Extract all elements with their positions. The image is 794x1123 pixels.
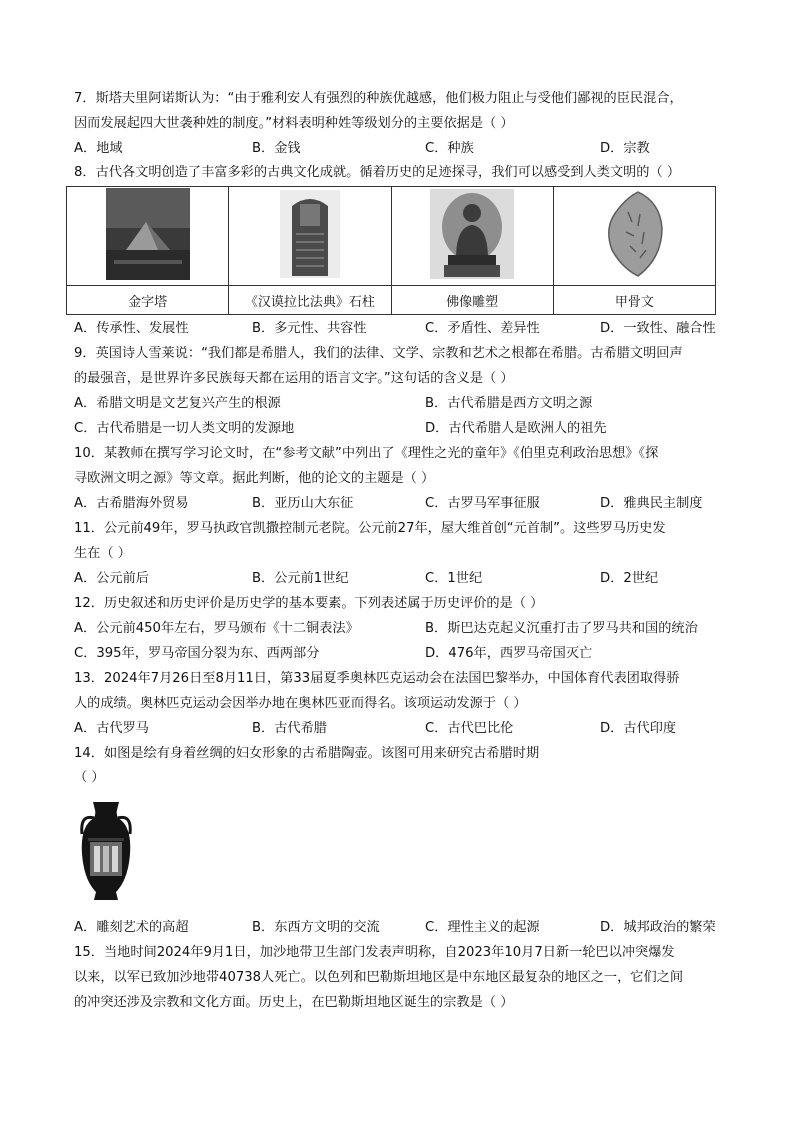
caption-hammurabi-stele: 《汉谟拉比法典》石柱	[229, 286, 391, 315]
q7-option-c: C．种族	[425, 141, 474, 156]
buddha-statue-photo-cell	[391, 187, 553, 286]
q9-option-a: A．希腊文明是文艺复兴产生的根源	[74, 396, 281, 411]
q7-stem-line2: 因而发展起四大世袭种姓的制度。”材料表明种姓等级划分的主要依据是（ ）	[74, 116, 514, 131]
q14-option-b: B．东西方文明的交流	[252, 920, 380, 935]
q9-option-b: B．古代希腊是西方文明之源	[425, 396, 593, 411]
q12-option-a: A．公元前450年左右，罗马颁布《十二铜表法》	[74, 621, 359, 636]
q10-stem-line2: 寻欧洲文明之源》等文章。据此判断，他的论文的主题是（ ）	[74, 471, 435, 486]
q15-stem-line1: 15．当地时间2024年9月1日，加沙地带卫生部门发表声明称，自2023年10月7日新一轮巴以冲突爆发	[74, 945, 675, 960]
q9-stem-line1: 9．英国诗人雪莱说：“我们都是希腊人，我们的法律、文学、宗教和艺术之根都在希腊。古希腊文明回声	[74, 346, 683, 361]
q8-option-b: B．多元性、共容性	[252, 321, 367, 336]
q10-option-c: C．古罗马军事征服	[425, 496, 540, 511]
q13-option-b: B．古代希腊	[252, 721, 327, 736]
oracle-bone-photo	[598, 188, 670, 280]
q12-stem-line1: 12．历史叙述和历史评价是历史学的基本要素。下列表述属于历史评价的是（ ）	[74, 596, 544, 611]
q7-option-b: B．金钱	[252, 141, 301, 156]
q11-option-b: B．公元前1世纪	[252, 571, 349, 586]
q9-options-row1	[74, 395, 734, 413]
q14-stem-line2: （ ）	[74, 770, 105, 785]
q13-stem-line2: 人的成绩。奥林匹克运动会因举办地在奥林匹亚而得名。该项运动发源于（ ）	[74, 696, 527, 711]
q11-option-d: D．2世纪	[600, 571, 659, 586]
q7-stem-line1: 7．斯塔夫里阿诺斯认为：“由于雅利安人有强烈的种族优越感，他们极力阻止与受他们鄙视的臣民混合，	[74, 91, 683, 106]
q10-stem-line1: 10．某教师在撰写学习论文时，在“参考文献”中列出了《理性之光的童年》《伯里克利政治思想》《探	[74, 446, 659, 461]
q9-option-c: C．古代希腊是一切人类文明的发源地	[74, 421, 295, 436]
q14-stem-line1: 14．如图是绘有身着丝绸的妇女形象的古希腊陶壶。该图可用来研究古希腊时期	[74, 746, 540, 761]
pyramid-photo	[106, 188, 190, 280]
q12-option-d: D．476年，西罗马帝国灭亡	[425, 646, 593, 661]
caption-buddha-statue: 佛像雕塑	[391, 286, 553, 315]
q9-stem-line2: 的最强音，是世界许多民族每天都在运用的语言文字。”这句话的含义是（ ）	[74, 371, 514, 386]
hammurabi-stele-photo-cell	[229, 187, 391, 286]
q13-options	[74, 720, 734, 738]
q14-options	[74, 919, 734, 937]
q12-option-b: B．斯巴达克起义沉重打击了罗马共和国的统治	[425, 621, 698, 636]
q15-stem-line3: 的冲突还涉及宗教和文化方面。历史上，在巴勒斯坦地区诞生的宗教是（ ）	[74, 995, 514, 1010]
q11-option-a: A．公元前后	[74, 571, 149, 586]
q11-option-c: C．1世纪	[425, 571, 483, 586]
q8-option-a: A．传承性、发展性	[74, 321, 189, 336]
q14-option-c: C．理性主义的起源	[425, 920, 540, 935]
q10-option-b: B．亚历山大东征	[252, 496, 354, 511]
q13-option-c: C．古代巴比伦	[425, 721, 514, 736]
q7-option-a: A．地域	[74, 141, 123, 156]
q7-option-d: D．宗教	[600, 141, 650, 156]
q12-options-row2	[74, 645, 734, 663]
greek-amphora-image	[76, 800, 136, 904]
hammurabi-stele-photo	[280, 190, 340, 278]
q14-option-a: A．雕刻艺术的高超	[74, 920, 189, 935]
caption-oracle-bone: 甲骨文	[553, 286, 715, 315]
q7-options	[74, 140, 734, 158]
q8-stem-line1: 8．古代各文明创造了丰富多彩的古典文化成就。循着历史的足迹探寻，我们可以感受到人类文明的（ ）	[74, 165, 681, 180]
q15-stem-line2: 以来，以军已致加沙地带40738人死亡。以色列和巴勒斯坦地区是中东地区最复杂的地区之一，它们之间	[74, 970, 684, 985]
buddha-statue-photo	[430, 189, 514, 279]
pyramid-photo-cell	[67, 187, 229, 286]
q8-option-d: D．一致性、融合性	[600, 321, 716, 336]
q8-options	[74, 320, 734, 338]
q10-option-a: A．古希腊海外贸易	[74, 496, 189, 511]
q12-options-row1	[74, 620, 734, 638]
q12-option-c: C．395年，罗马帝国分裂为东、西两部分	[74, 646, 320, 661]
q11-stem-line2: 生在（ ）	[74, 546, 131, 561]
q10-option-d: D．雅典民主制度	[600, 496, 703, 511]
q8-option-c: C．矛盾性、差异性	[425, 321, 540, 336]
q11-stem-line1: 11．公元前49年，罗马执政官凯撒控制元老院。公元前27年，屋大维首创“元首制”。这些罗马历史发	[74, 521, 666, 536]
q13-option-d: D．古代印度	[600, 721, 677, 736]
oracle-bone-photo-cell	[553, 187, 715, 286]
q8-image-table	[66, 186, 716, 315]
q9-options-row2	[74, 420, 734, 438]
q13-option-a: A．古代罗马	[74, 721, 149, 736]
caption-pyramid: 金字塔	[67, 286, 229, 315]
q14-option-d: D．城邦政治的繁荣	[600, 920, 716, 935]
q13-stem-line1: 13．2024年7月26日至8月11日，第33届夏季奥林匹克运动会在法国巴黎举办，中国体育代表团取得骄	[74, 671, 680, 686]
q9-option-d: D．古代希腊人是欧洲人的祖先	[425, 421, 607, 436]
q11-options	[74, 570, 734, 588]
q10-options	[74, 495, 734, 513]
